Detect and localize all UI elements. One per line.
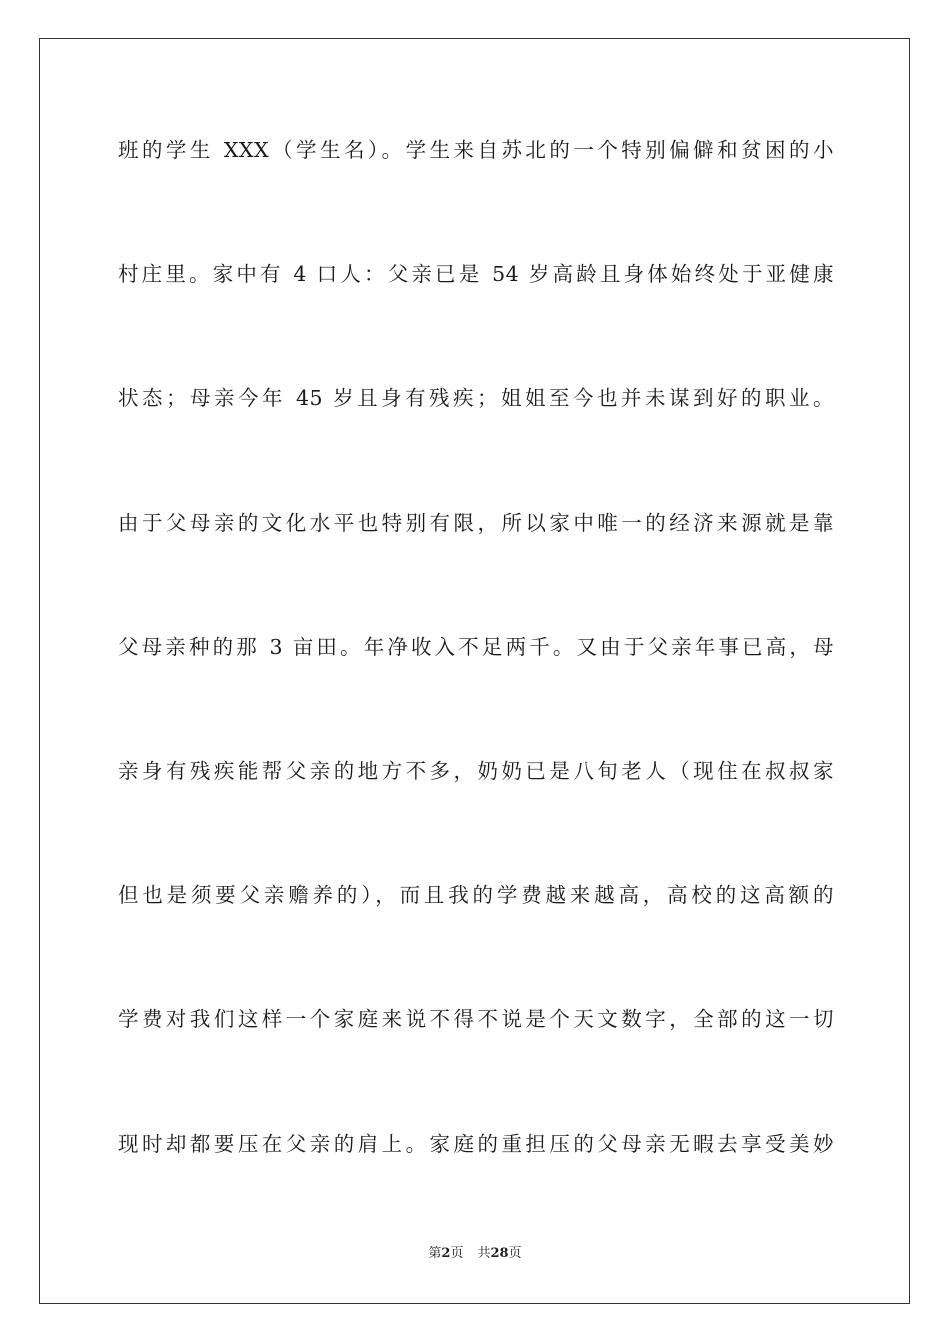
text-line: 学费对我们这样一个家庭来说不得不说是个天文数字，全部的这一切 bbox=[118, 1007, 834, 1031]
page-prefix: 第 bbox=[428, 1246, 442, 1261]
text-line: 父母亲种的那 3 亩田。年净收入不足两千。又由于父亲年事已高，母 bbox=[118, 635, 834, 659]
text-line: 由于父母亲的文化水平也特别有限，所以家中唯一的经济来源就是靠 bbox=[118, 511, 834, 535]
page-suffix: 页 bbox=[450, 1246, 464, 1261]
total-prefix: 共 bbox=[477, 1246, 491, 1261]
total-suffix: 页 bbox=[508, 1246, 522, 1261]
page-number: 2 bbox=[441, 1246, 451, 1261]
text-line: 但也是须要父亲赡养的），而且我的学费越来越高，高校的这高额的 bbox=[118, 883, 834, 907]
page-border bbox=[39, 38, 910, 1304]
page-footer bbox=[0, 1245, 950, 1263]
text-line: 村庄里。家中有 4 口人：父亲已是 54 岁高龄且身体始终处于亚健康 bbox=[118, 262, 834, 286]
text-line: 班的学生 XXX（学生名）。学生来自苏北的一个特别偏僻和贫困的小 bbox=[118, 138, 834, 162]
text-line: 现时却都要压在父亲的肩上。家庭的重担压的父母亲无暇去享受美妙 bbox=[118, 1132, 834, 1156]
total-pages: 28 bbox=[490, 1246, 509, 1261]
text-line: 亲身有残疾能帮父亲的地方不多，奶奶已是八旬老人（现住在叔叔家 bbox=[118, 759, 834, 783]
text-line: 状态；母亲今年 45 岁且身有残疾；姐姐至今也并未谋到好的职业。 bbox=[118, 386, 834, 410]
